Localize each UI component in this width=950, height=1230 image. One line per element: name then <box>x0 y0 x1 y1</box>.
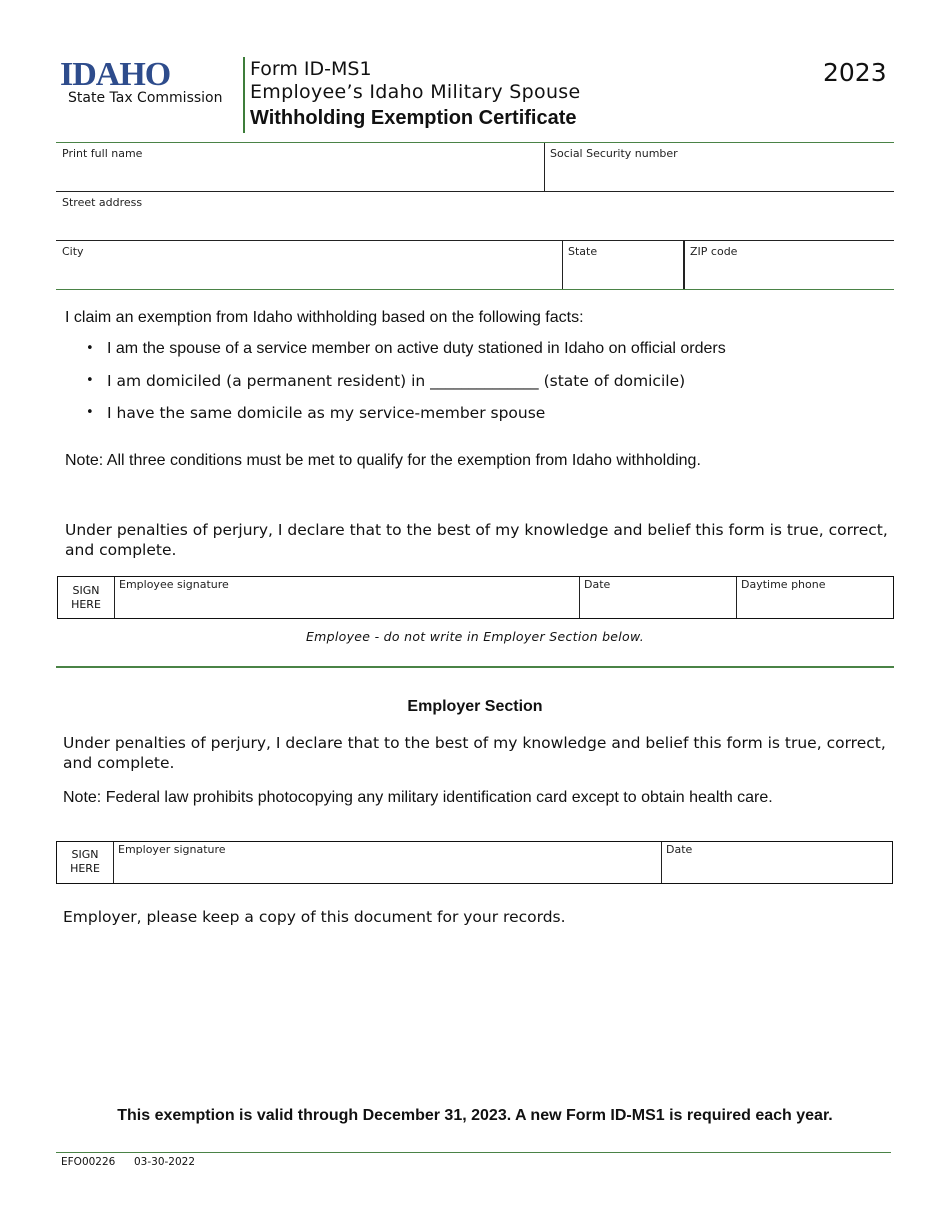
form-title-line1: Employee’s Idaho Military Spouse <box>250 81 581 103</box>
bullet-icon: • <box>86 373 94 388</box>
ssn-label: Social Security number <box>550 147 678 160</box>
full-name-label: Print full name <box>62 147 143 160</box>
daytime-phone-field[interactable] <box>737 577 893 618</box>
form-number: Form ID-MS1 <box>250 58 372 80</box>
claim-note: Note: All three conditions must be met to qualify for the exemption from Idaho withholding. <box>65 452 701 469</box>
street-field[interactable] <box>56 192 894 240</box>
full-name-field[interactable] <box>56 143 544 191</box>
claim-bullet-2: I am domiciled (a permanent resident) in ______________ (state of domicile) <box>107 372 686 390</box>
daytime-phone-label: Daytime phone <box>741 578 826 591</box>
employer-signature-field[interactable] <box>114 842 661 883</box>
claim-bullet-1: I am the spouse of a service member on active duty stationed in Idaho on official orders <box>107 340 726 357</box>
city-field[interactable] <box>56 241 562 289</box>
employer-date-label: Date <box>666 843 693 856</box>
validity-note: This exemption is valid through December 31, 2023. A new Form ID-MS1 is required each year. <box>117 1107 833 1124</box>
bullet-icon: • <box>86 405 94 420</box>
sign-here-label: SIGN HERE <box>71 584 101 611</box>
tax-year: 2023 <box>823 58 887 87</box>
idaho-logo: IDAHO <box>60 56 171 93</box>
street-label: Street address <box>62 196 143 209</box>
ssn-field[interactable] <box>545 143 893 191</box>
form-code: EFO00226 <box>61 1156 116 1168</box>
revision-date: 03-30-2022 <box>134 1156 196 1168</box>
employer-signature-label: Employer signature <box>118 843 226 856</box>
employee-date-label: Date <box>584 578 611 591</box>
section-rule <box>56 289 894 290</box>
state-field[interactable] <box>563 241 683 289</box>
employee-signature-label: Employee signature <box>119 578 229 591</box>
sign-here-label: SIGN HERE <box>70 848 100 875</box>
employee-instruction: Employee - do not write in Employer Section below. <box>305 629 645 644</box>
employee-perjury-statement: Under penalties of perjury, I declare that to the best of my knowledge and belief this form is true, correct, and complete. <box>65 521 888 559</box>
claim-intro: I claim an exemption from Idaho withholding based on the following facts: <box>65 309 584 326</box>
employee-signature-field[interactable] <box>115 577 579 618</box>
employer-note: Note: Federal law prohibits photocopying any military identification card except to obtain health care. <box>63 789 773 806</box>
employer-date-field[interactable] <box>662 842 892 883</box>
footer-rule <box>56 1152 891 1153</box>
employer-perjury-statement: Under penalties of perjury, I declare that to the best of my knowledge and belief this form is true, correct, and complete. <box>63 734 886 772</box>
employee-date-field[interactable] <box>580 577 736 618</box>
keep-copy-note: Employer, please keep a copy of this document for your records. <box>63 908 566 926</box>
zip-field[interactable] <box>685 241 893 289</box>
claim-bullet-3: I have the same domicile as my service-member spouse <box>107 404 546 422</box>
state-label: State <box>568 245 598 258</box>
employer-section-heading: Employer Section <box>407 698 543 715</box>
city-label: City <box>62 245 84 258</box>
header-divider <box>243 57 245 133</box>
zip-label: ZIP code <box>690 245 738 258</box>
agency-name: State Tax Commission <box>68 90 223 106</box>
form-title-line2: Withholding Exemption Certificate <box>250 107 577 129</box>
bullet-icon: • <box>86 341 94 356</box>
section-rule <box>56 666 894 668</box>
